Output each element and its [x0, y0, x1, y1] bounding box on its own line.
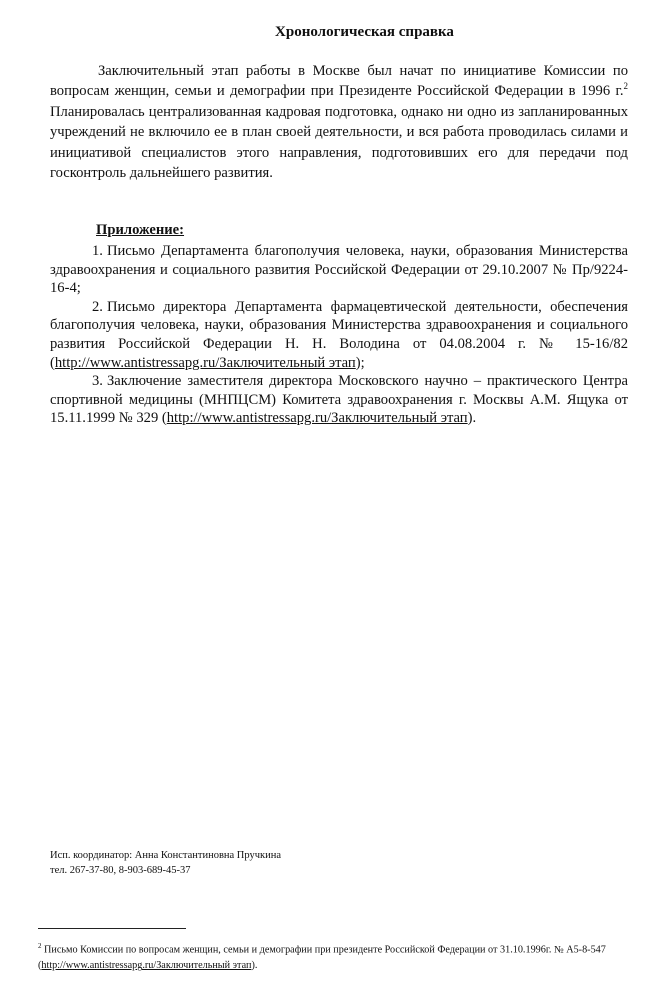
appendix-item-tail: ); — [355, 354, 365, 371]
footnote-divider — [38, 928, 186, 929]
appendix-item-text: Письмо Департамента благополучия человека, науки, образования Министерства здравоохранения и социального развития Российской Федерации от 29.10.2007 № Пр/9224-16-4; — [50, 243, 628, 297]
appendix-item-1 — [50, 242, 628, 298]
appendix-heading-text: Приложение: — [96, 222, 185, 238]
coordinator-block — [50, 848, 281, 878]
appendix-item-2 — [50, 298, 628, 372]
footnote-link[interactable]: http://www.antistressapg.ru/Заключительный этап — [41, 960, 252, 972]
coordinator-name: Исп. координатор: Анна Константиновна Пручкина — [50, 850, 282, 861]
appendix-item-3 — [50, 372, 628, 428]
appendix-item-number: 1. — [92, 243, 103, 259]
appendix-item-text: Письмо директора Департамента фармацевтической деятельности, обеспечения благополучия человека, науки, образования Министерства здравоохранения и социального развития Российской Федерации Н. Н. Володина от 04.08.2004 г. № 15-16/82 ( — [50, 298, 628, 371]
coordinator-phone: тел. 267-37-80, 8-903-689-45-37 — [50, 865, 191, 876]
footnote — [38, 938, 628, 974]
body-text-part2: Планировалась централизованная кадровая подготовка, однако ни одно из запланированных учреждений не включило ее в план своей деятельности, и вся работа проводилась силами и инициативой специалистов этого направления, подготовивших его для передачи под госконтроль дальнейшего развития. — [50, 103, 628, 182]
appendix-item-number: 3. — [92, 373, 103, 390]
body-text-part1: Заключительный этап работы в Москве был начат по инициативе Комиссии по вопросам женщин, семьи и демографии при Президенте Российской Федерации в 1996 г. — [50, 63, 628, 100]
appendix-item-link[interactable]: http://www.antistressapg.ru/Заключительный этап — [166, 410, 468, 427]
body-paragraph — [50, 61, 628, 183]
page-title: Хронологическая справка — [275, 24, 454, 40]
appendix-heading — [96, 222, 184, 239]
appendix-item-link[interactable]: http://www.antistressapg.ru/Заключительный этап — [54, 354, 356, 371]
appendix-item-text: Заключение заместителя директора Московского научно – практического Центра спортивной медицины (МНПЦСМ) Комитета здравоохранения г. Москвы А.М. Ящука от 15.11.1999 № 329 ( — [50, 373, 628, 427]
appendix-item-tail: ). — [467, 410, 477, 427]
footnote-tail: ). — [251, 960, 258, 972]
footnote-mark: 2 — [38, 942, 42, 950]
appendix-item-number: 2. — [92, 298, 103, 315]
footnote-reference[interactable]: 2 — [623, 81, 628, 92]
footnote-text: Письмо Комиссии по вопросам женщин, семьи и демографии при президенте Российской Федерации от 31.10.1996г. № А5-8-547 ( — [38, 944, 606, 972]
appendix-list — [50, 242, 628, 428]
